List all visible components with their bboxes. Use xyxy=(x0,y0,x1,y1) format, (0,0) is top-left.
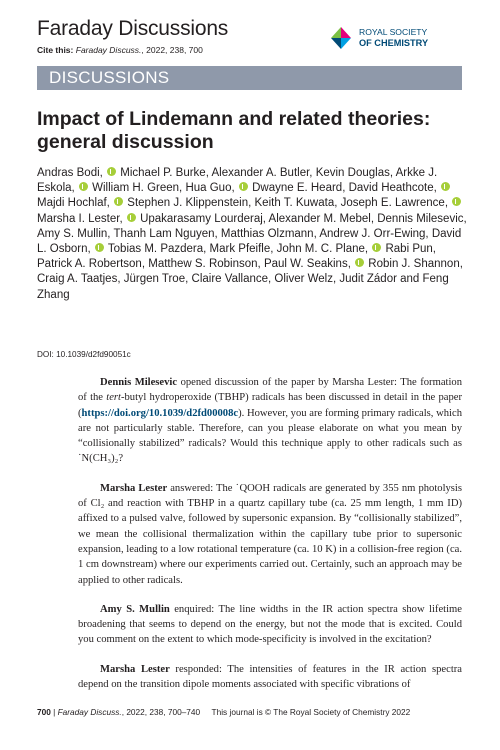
author-name: Craig A. Taatjes, xyxy=(37,273,121,286)
author-name: Amy S. Mullin, xyxy=(37,227,111,240)
speaker-name: Amy S. Mullin xyxy=(100,603,170,615)
publisher-name: ROYAL SOCIETY OF CHEMISTRY xyxy=(359,27,429,48)
speaker-name: Marsha Lester xyxy=(100,482,168,494)
speaker-name: Marsha Lester xyxy=(100,663,170,675)
doi-link[interactable]: https://doi.org/10.1039/d2fd00008c xyxy=(81,407,239,419)
orcid-icon[interactable] xyxy=(114,197,123,206)
author-name: Alexander M. Mebel, xyxy=(268,212,375,225)
discussion-body xyxy=(78,375,462,706)
author-name: David Heathcote, xyxy=(348,182,437,195)
journal-name: Faraday Discussions xyxy=(37,17,229,40)
orcid-icon[interactable] xyxy=(372,243,381,252)
author-name: Michael P. Burke, xyxy=(120,167,209,179)
paragraph: Marsha Lester answered: The ˙QOOH radicals are generated by 355 nm photolysis of Cl₂ and reaction with TBHP in a quartz capillary tube (ca. 25 mm length, 1 mm ID) affixed to a pulsed valve, followed by supersonic expansion. By “collisionally stabilized”, we mean the collisional thermalization within the capillary tube prior to supersonic expansion, leading to a low rotational temperature (ca. 10 K) in a collision-free region (ca. 1 cm downstream) where our experiments carried out. Certainly, such an approach may be applied to other radicals. xyxy=(78,482,463,586)
page-footer: 700 | Faraday Discuss., 2022, 238, 700–740 This journal is © The Royal Society of Chemistry 2022 xyxy=(37,707,411,717)
author-name: Jürgen Troe, xyxy=(123,273,189,286)
orcid-icon[interactable] xyxy=(79,182,88,191)
author-name: Keith T. Kuwata, xyxy=(254,197,338,210)
author-name: Claire Vallance, xyxy=(191,273,272,286)
author-name: Marsha I. Lester, xyxy=(37,212,123,225)
article-title: Impact of Lindemann and related theories: general discussion xyxy=(37,108,431,153)
author-name: Mark Pfeifle, xyxy=(209,243,274,256)
author-name: Matthias Olzmann, xyxy=(220,227,317,240)
author-name: Alexander A. Butler, xyxy=(211,167,313,179)
author-name: Majdi Hochlaf, xyxy=(37,197,110,210)
citation-line: Cite this: Faraday Discuss., 2022, 238, 700 xyxy=(37,45,203,55)
orcid-icon[interactable] xyxy=(95,243,104,252)
author-name: Kevin Douglas, xyxy=(315,167,394,179)
orcid-icon[interactable] xyxy=(239,182,248,191)
author-name: Judit Zádor xyxy=(339,273,397,286)
paragraph: Amy S. Mullin enquired: The line widths in the IR action spectra show lifetime broadening that seems to depend on the energy, but not the mode that is excited. Could you comment on the extent to which mode-specificity is involved in the excitation? xyxy=(78,603,462,646)
author-name: Dwayne E. Heard, xyxy=(252,182,346,195)
author-name: Robin J. Shannon, xyxy=(368,258,463,271)
orcid-icon[interactable] xyxy=(355,258,364,267)
author-name: Matthew S. Robinson, xyxy=(148,258,261,271)
orcid-icon[interactable] xyxy=(127,213,136,222)
orcid-icon[interactable] xyxy=(441,182,450,191)
author-name: Andrew J. Orr-Ewing, xyxy=(319,227,429,240)
author-name: Thanh Lam Nguyen, xyxy=(113,227,218,240)
section-banner: DISCUSSIONS xyxy=(37,66,462,90)
author-name: John M. C. Plane, xyxy=(276,243,369,256)
doi[interactable]: DOI: 10.1039/d2fd90051c xyxy=(37,350,131,359)
rsc-emblem-icon xyxy=(329,26,353,50)
rsc-logo xyxy=(329,25,469,55)
paragraph: Dennis Milesevic opened discussion of the paper by Marsha Lester: The formation of the tert-butyl hydroperoxide (TBHP) radicals has been discussed in detail in the paper (https://doi.org/10.1039/d2fd00008c). However, you are forming primary radicals, which are not particularly stable. Therefore, can you please elaborate on what you mean by “collisionally stabilized” radicals? Would this technique apply to other radicals such as ˙N(CH₃)₂? xyxy=(78,377,463,465)
author-name: Joseph E. Lawrence, xyxy=(340,197,449,210)
author-name: Hua Guo, xyxy=(185,182,235,195)
author-name: Rabi Pun, xyxy=(385,243,436,256)
author-name: and Feng Zhang xyxy=(37,273,449,301)
paragraph: Marsha Lester responded: The intensities of features in the IR action spectra depend on the transition dipole moments associated with specific vibrations of xyxy=(78,663,462,691)
author-name: Paul W. Seakins, xyxy=(263,258,351,271)
orcid-icon[interactable] xyxy=(452,197,461,206)
author-name: Dennis Milesevic, xyxy=(377,212,467,225)
author-name: Patrick A. Robertson, xyxy=(37,258,146,271)
author-name: Tobias M. Pazdera, xyxy=(107,243,207,256)
author-list xyxy=(37,166,467,303)
author-name: Upakarasamy Lourderaj, xyxy=(140,212,266,225)
author-name: Stephen J. Klippenstein, xyxy=(127,197,252,210)
author-name: David L. Osborn, xyxy=(37,227,462,256)
orcid-icon[interactable] xyxy=(107,167,116,176)
speaker-name: Dennis Milesevic xyxy=(100,377,178,388)
author-name: Arkke J. Eskola, xyxy=(37,167,438,195)
author-name: William H. Green, xyxy=(92,182,183,195)
author-name: Oliver Welz, xyxy=(274,273,337,286)
author-name: Andras Bodi, xyxy=(37,167,103,179)
